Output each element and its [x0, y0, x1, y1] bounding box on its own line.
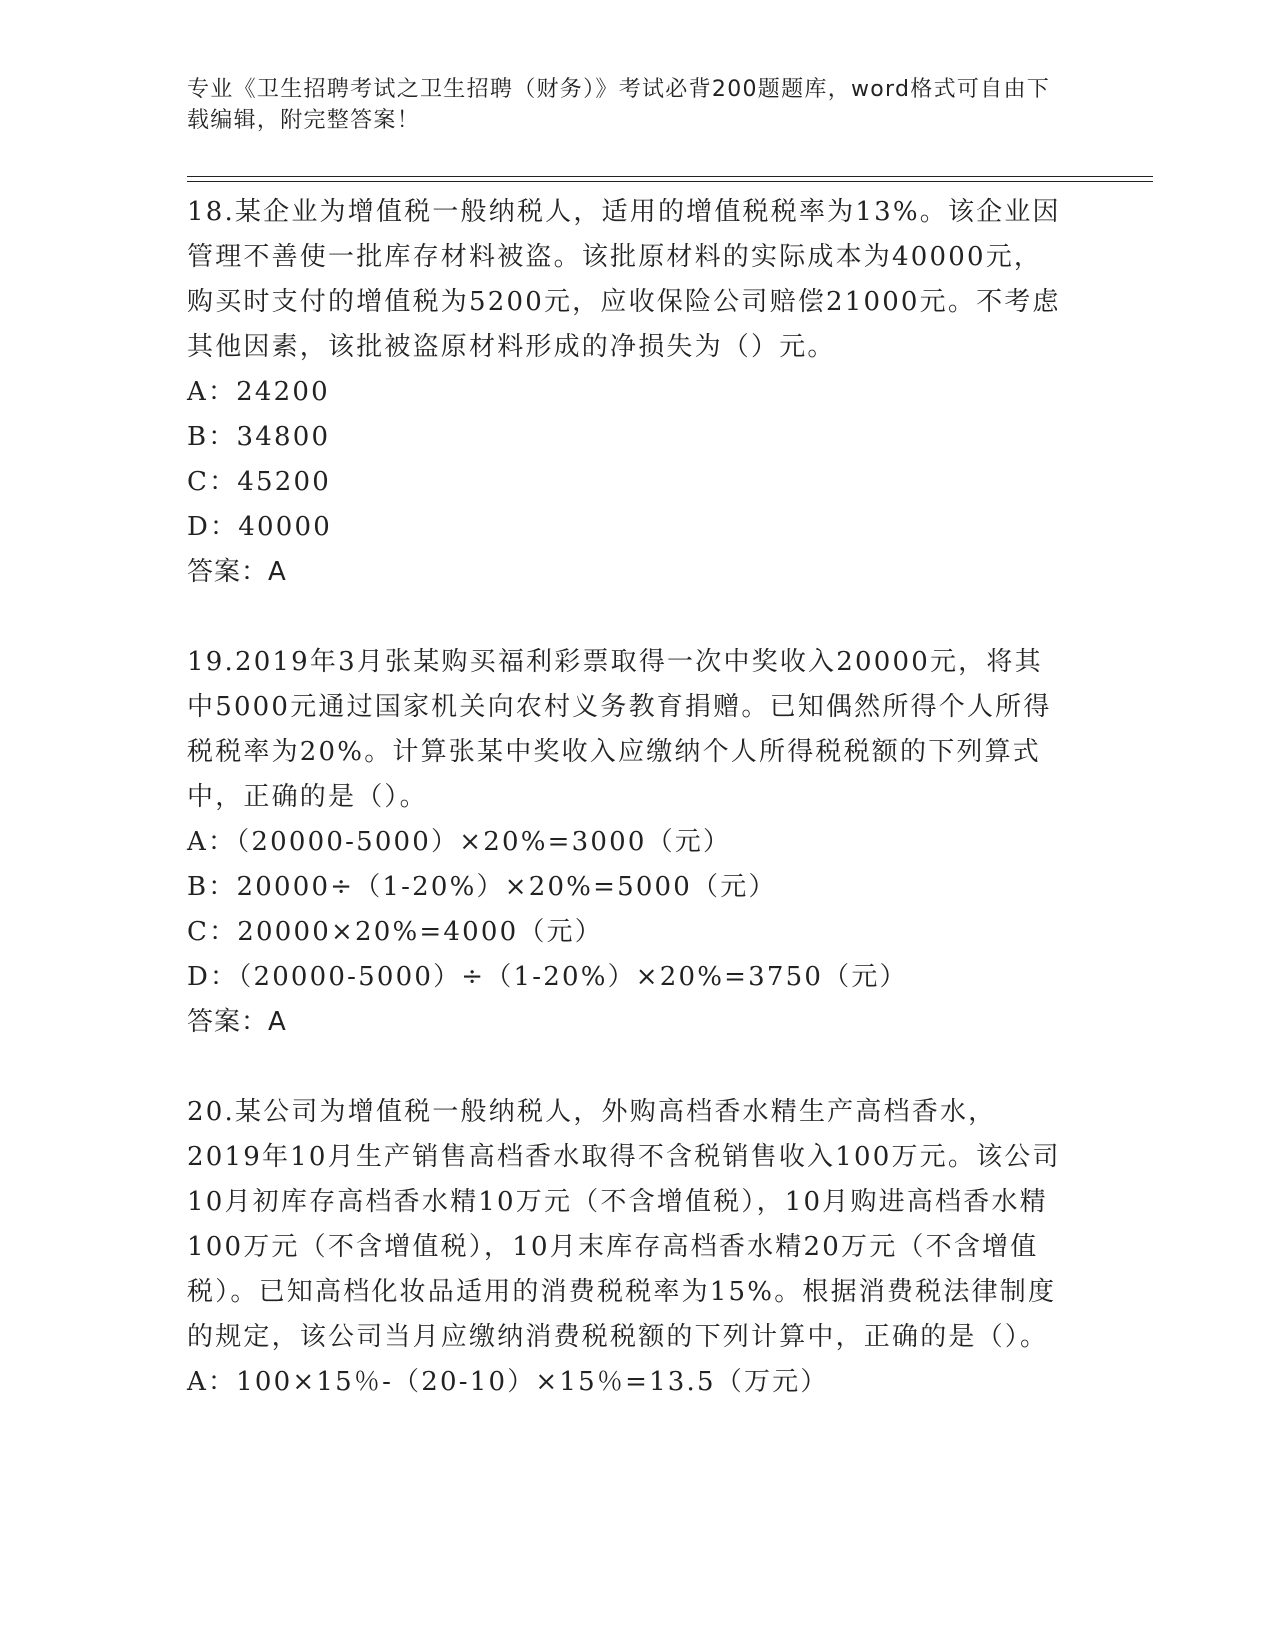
option-c: C：20000×20%=4000（元） [187, 917, 603, 947]
answer-text: 答案：A [187, 557, 287, 587]
question-spacer [187, 1045, 1067, 1090]
option-d: D：（20000-5000）÷（1-20%）×20%=3750（元） [187, 962, 908, 992]
question-stem: 19.2019年3月张某购买福利彩票取得一次中奖收入20000元，将其中5000元通过国家机关向农村义务教育捐赠。已知偶然所得个人所得税税率为20%。计算张某中奖收入应缴纳个人所得税税额的下列算式中，正确的是（）。 [187, 647, 1052, 812]
document-header: 专业《卫生招聘考试之卫生招聘（财务）》考试必背200题题库，word格式可自由下载编辑，附完整答案！ [187, 77, 1051, 133]
option-c: C：45200 [187, 467, 332, 497]
question-spacer [187, 595, 1067, 640]
option-a: A：24200 [187, 377, 330, 407]
option-a: A：100×15％-（20-10）×15％=13.5（万元） [187, 1367, 829, 1397]
question-stem: 18.某企业为增值税一般纳税人，适用的增值税税率为13%。该企业因管理不善使一批库存材料被盗。该批原材料的实际成本为40000元，购买时支付的增值税为5200元，应收保险公司赔偿21000元。不考虑其他因素，该批被盗原材料形成的净损失为（）元。 [187, 197, 1061, 362]
header-divider-top [187, 176, 1153, 177]
answer-text: 答案：A [187, 1007, 287, 1037]
question-19 [187, 640, 1067, 1045]
question-stem: 20.某公司为增值税一般纳税人，外购高档香水精生产高档香水，2019年10月生产销售高档香水取得不含税销售收入100万元。该公司10月初库存高档香水精10万元（不含增值税），10月购进高档香水精100万元（不含增值税），10月末库存高档香水精20万元（不含增值税）。已知高档化妆品适用的消费税税率为15%。根据消费税法律制度的规定，该公司当月应缴纳消费税税额的下列计算中，正确的是（）。 [187, 1097, 1061, 1352]
question-18 [187, 190, 1067, 595]
option-b: B：20000÷（1-20%）×20%=5000（元） [187, 872, 777, 902]
option-a: A：（20000-5000）×20%=3000（元） [187, 827, 732, 857]
option-d: D：40000 [187, 512, 332, 542]
option-b: B：34800 [187, 422, 331, 452]
header-divider-bottom [187, 181, 1153, 182]
question-20 [187, 1090, 1067, 1405]
question-list [187, 190, 1067, 1405]
